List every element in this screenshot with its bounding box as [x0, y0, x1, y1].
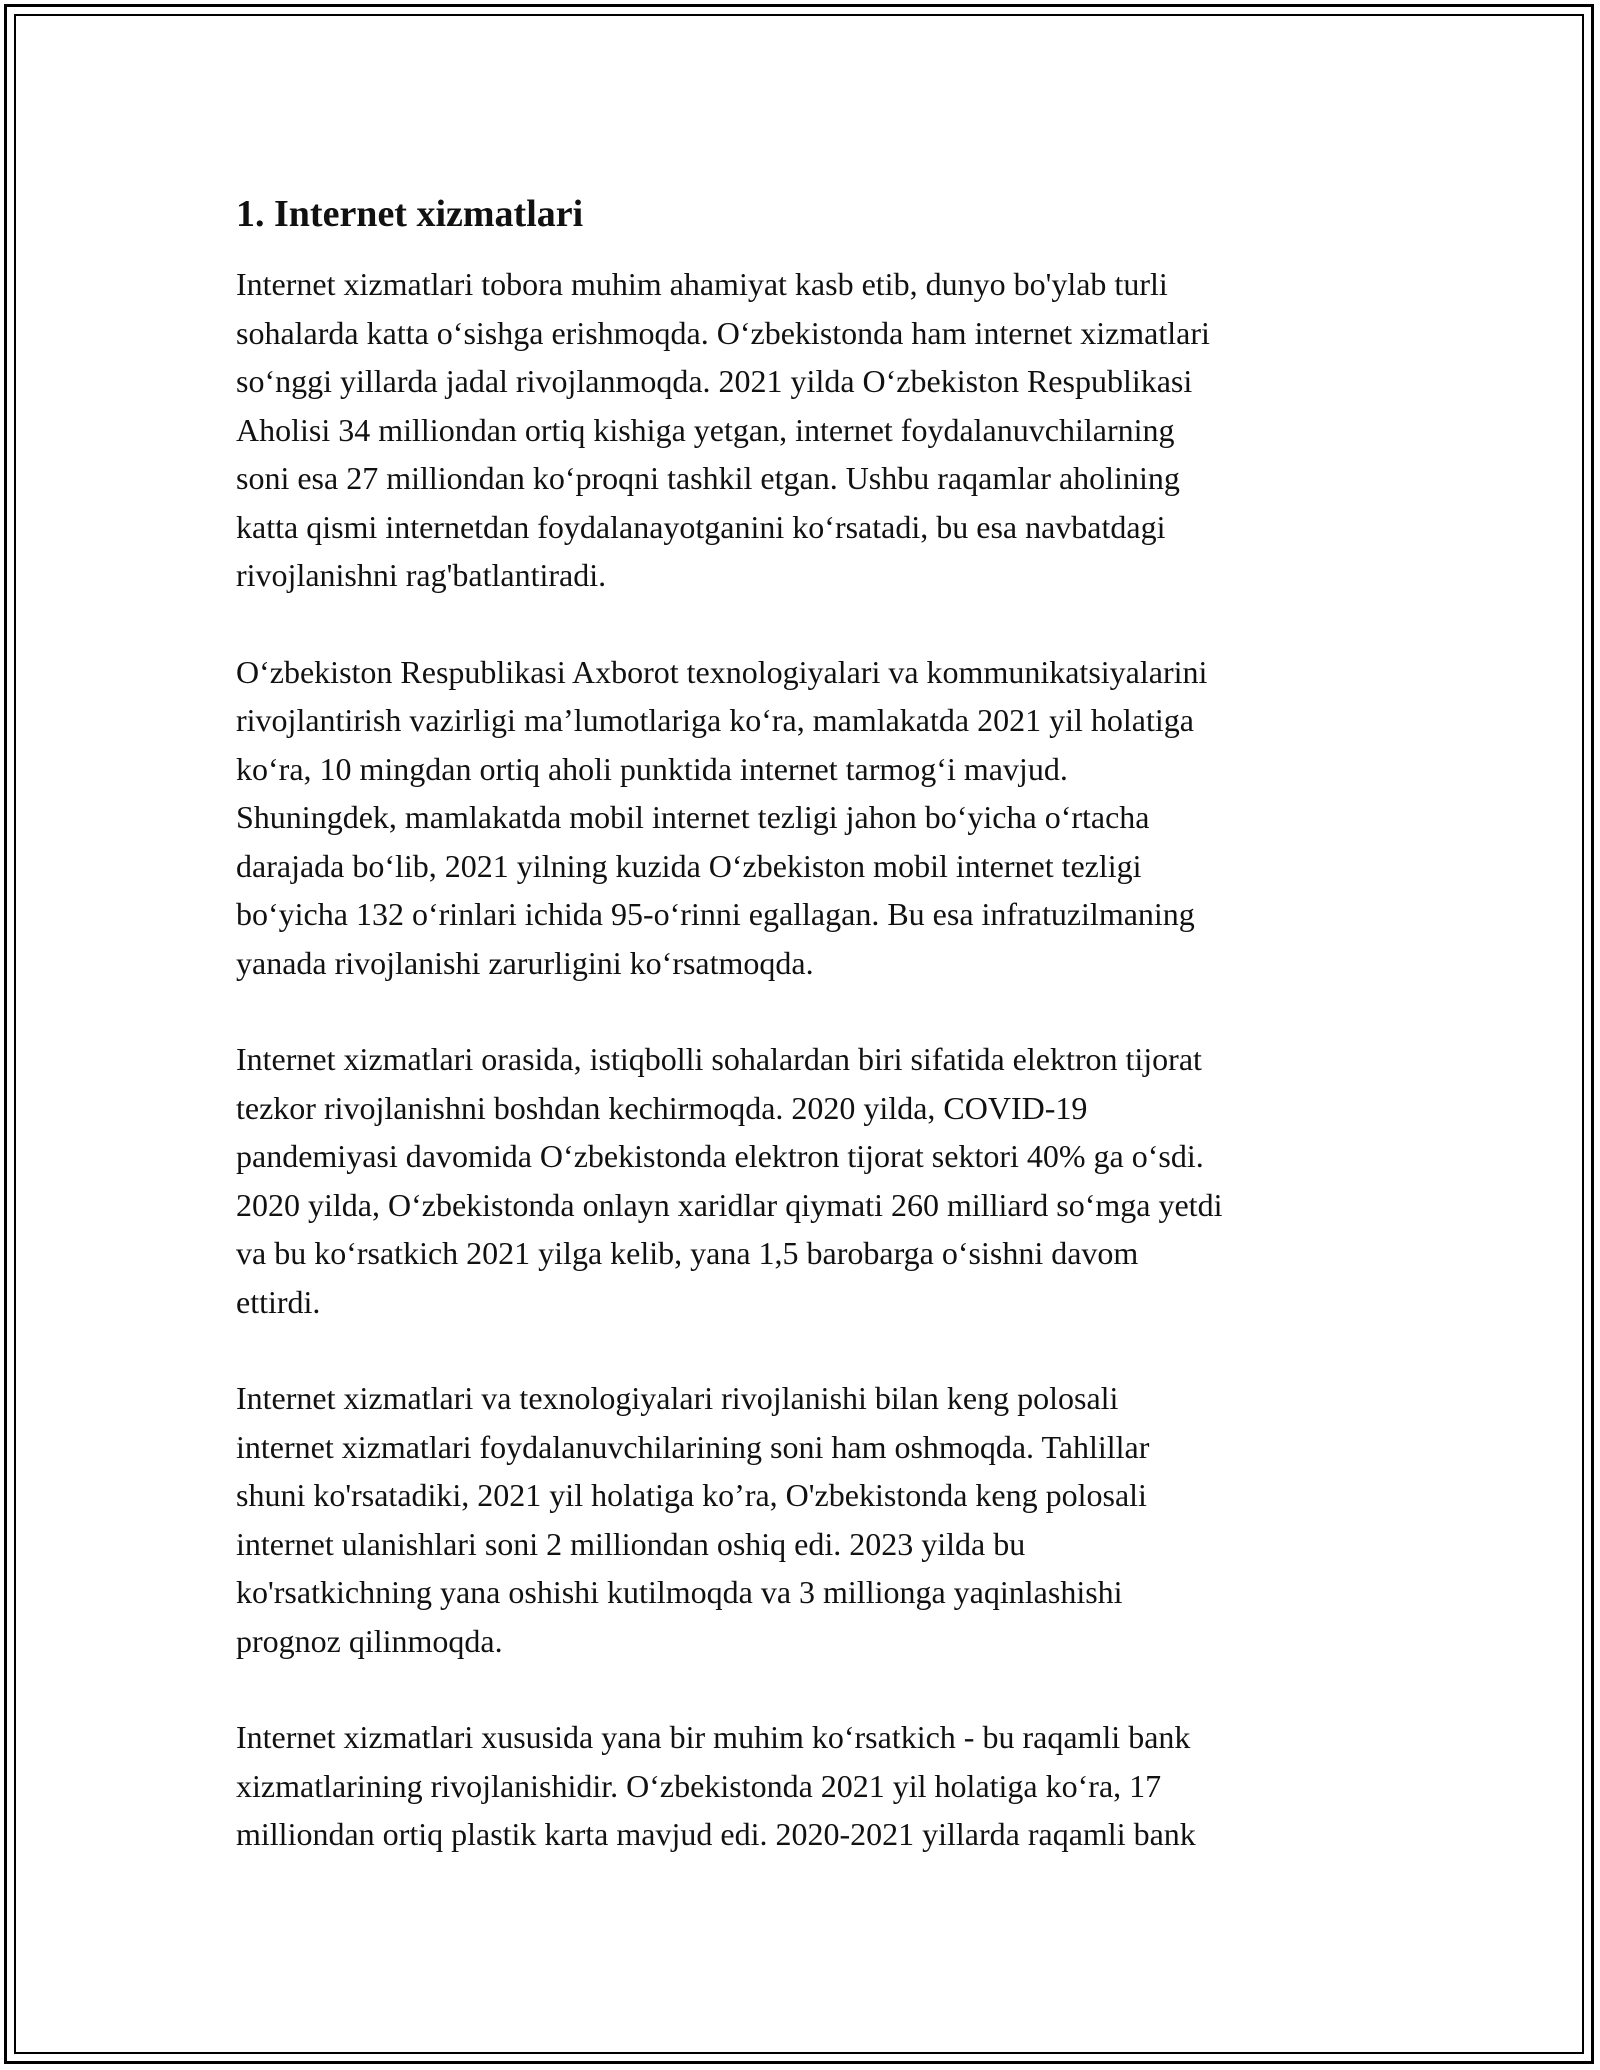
text-line: soni esa 27 milliondan ko‘proqni tashkil etgan. Ushbu raqamlar aholining [236, 460, 1180, 496]
text-line: internet xizmatlari foydalanuvchilarining soni ham oshmoqda. Tahlillar [236, 1428, 1150, 1465]
text-line: ettirdi. [236, 1283, 321, 1320]
text-line: va bu ko‘rsatkich 2021 yilga kelib, yana 1,5 barobarga o‘sishni davom [236, 1235, 1139, 1271]
text-line: prognoz qilinmoqda. [236, 1622, 503, 1659]
text-line: Shuningdek, mamlakatda mobil internet tezligi jahon bo‘yicha o‘rtacha [236, 799, 1150, 835]
text-line: Internet xizmatlari xususida yana bir muhim ko‘rsatkich - bu raqamli bank [236, 1719, 1191, 1755]
paragraph-4 [236, 1374, 1376, 1665]
text-line: shuni ko'rsatadiki, 2021 yil holatiga ko’ra, O'zbekistonda keng polosali [236, 1477, 1147, 1513]
text-line: sohalarda katta o‘sishga erishmoqda. O‘zbekistonda ham internet xizmatlari [236, 314, 1210, 351]
text-line: 2020 yilda, O‘zbekistonda onlayn xaridlar qiymati 260 milliard so‘mga yetdi [236, 1186, 1223, 1223]
text-line: darajada bo‘lib, 2021 yilning kuzida O‘zbekiston mobil internet tezligi [236, 847, 1142, 884]
text-line: Aholisi 34 milliondan ortiq kishiga yetgan, internet foydalanuvchilarning [236, 411, 1175, 448]
text-line: Internet xizmatlari tobora muhim ahamiyat kasb etib, dunyo bo'ylab turli [236, 266, 1168, 302]
paragraph-5 [236, 1713, 1376, 1859]
text-line: O‘zbekiston Respublikasi Axborot texnologiyalari va kommunikatsiyalarini [236, 653, 1208, 690]
text-line: bo‘yicha 132 o‘rinlari ichida 95-o‘rinni egallagan. Bu esa infratuzilmaning [236, 896, 1195, 932]
paragraph-1 [236, 260, 1376, 600]
text-line: rivojlantirish vazirligi ma’lumotlariga ko‘ra, mamlakatda 2021 yil holatiga [236, 702, 1194, 738]
text-line: internet ulanishlari soni 2 milliondan oshiq edi. 2023 yilda bu [236, 1525, 1026, 1562]
text-line: so‘nggi yillarda jadal rivojlanmoqda. 2021 yilda O‘zbekiston Respublikasi [236, 363, 1193, 399]
text-line: tezkor rivojlanishni boshdan kechirmoqda. 2020 yilda, COVID-19 [236, 1089, 1088, 1126]
text-line: rivojlanishni rag'batlantiradi. [236, 557, 607, 593]
text-line: milliondan ortiq plastik karta mavjud edi. 2020-2021 yillarda raqamli bank [236, 1816, 1196, 1852]
text-line: Internet xizmatlari orasida, istiqbolli sohalardan biri sifatida elektron tijorat [236, 1041, 1202, 1077]
text-line: pandemiyasi davomida O‘zbekistonda elektron tijorat sektori 40% ga o‘sdi. [236, 1138, 1204, 1174]
section-heading: 1. Internet xizmatlari [236, 193, 584, 235]
text-line: ko‘ra, 10 mingdan ortiq aholi punktida internet tarmog‘i mavjud. [236, 750, 1068, 787]
text-line: xizmatlarining rivojlanishidir. O‘zbekistonda 2021 yil holatiga ko‘ra, 17 [236, 1767, 1162, 1804]
paragraph-3 [236, 1035, 1376, 1326]
text-line: Internet xizmatlari va texnologiyalari rivojlanishi bilan keng polosali [236, 1380, 1119, 1416]
text-line: yanada rivojlanishi zarurligini ko‘rsatmoqda. [236, 944, 814, 981]
text-line: ko'rsatkichning yana oshishi kutilmoqda va 3 millionga yaqinlashishi [236, 1574, 1123, 1610]
document-page [236, 188, 1376, 1907]
paragraph-2 [236, 648, 1376, 988]
text-line: katta qismi internetdan foydalanayotganini ko‘rsatadi, bu esa navbatdagi [236, 508, 1166, 545]
